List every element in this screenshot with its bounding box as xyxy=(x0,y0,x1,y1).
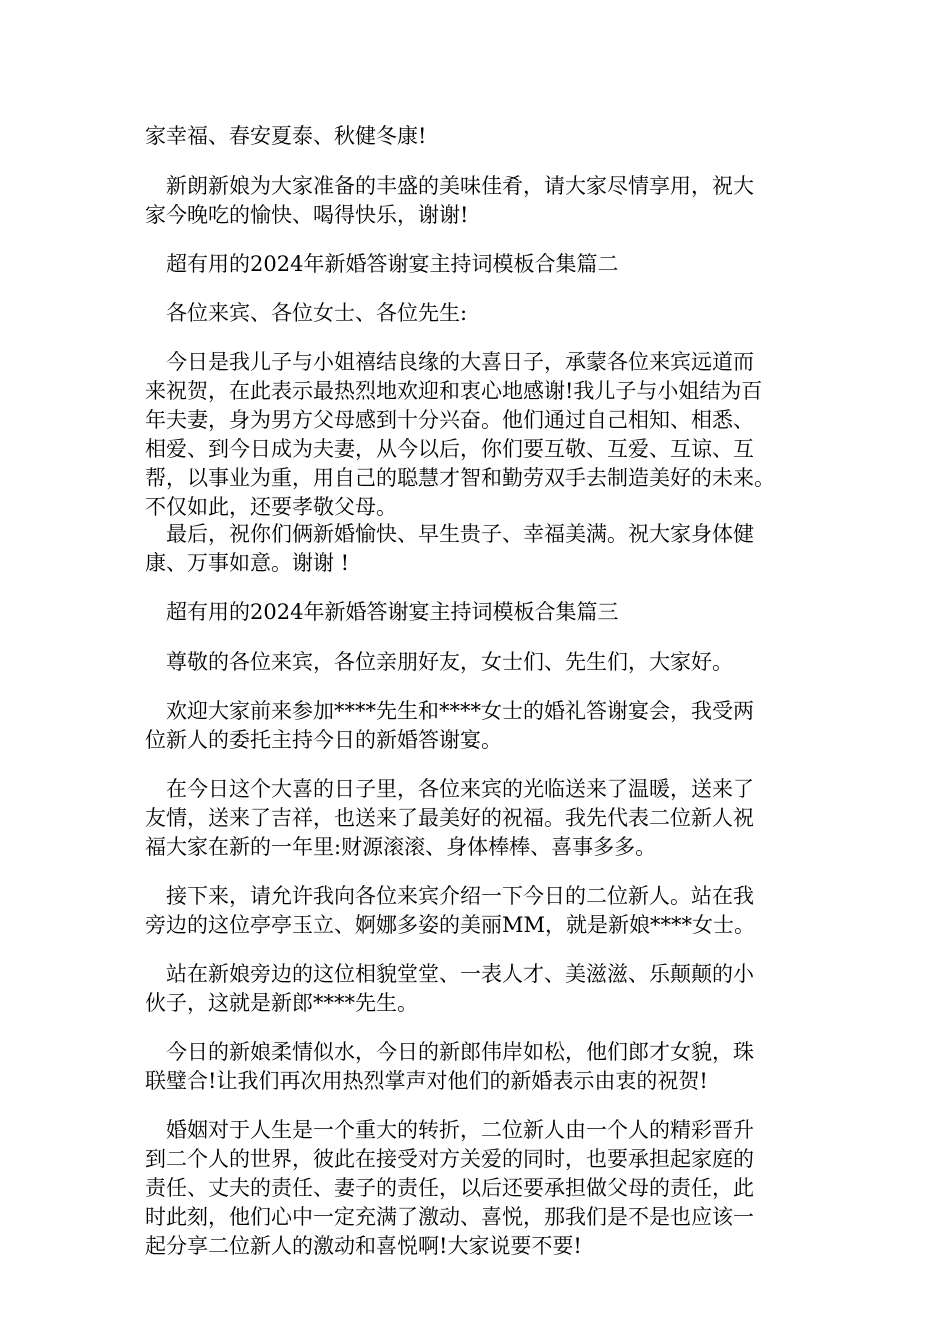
paragraph-marriage-meaning: 婚姻对于人生是一个重大的转折，二位新人由一个人的精彩晋升 到二个人的世界，彼此在接受对方关爱的同时，也要承担起家庭的 责任、丈夫的责任、妻子的责任，以后还要承担做父母的责任，此 时此刻，他们心中一定充满了激动、喜悦，那我们是不是也应该一 起分享二位新人的激动和喜悦啊!大家说要不要! xyxy=(145,1118,754,1258)
paragraph-blessings: 在今日这个大喜的日子里，各位来宾的光临送来了温暖，送来了 友情，送来了吉祥，也送来了最美好的祝福。我先代表二位新人祝 福大家在新的一年里:财源滚滚、身体棒棒、喜事多多。 xyxy=(145,777,754,859)
paragraph-greeting-three: 尊敬的各位来宾，各位亲朋好友，女士们、先生们，大家好。 xyxy=(166,650,733,674)
paragraph-greeting-two: 各位来宾、各位女士、各位先生: xyxy=(166,301,468,325)
section-heading-part-three: 超有用的2024年新婚答谢宴主持词模板合集篇三 xyxy=(166,600,619,624)
paragraph-welcome: 欢迎大家前来参加****先生和****女士的婚礼答谢宴会，我受两 位新人的委托主持今日的新婚答谢宴。 xyxy=(145,699,754,752)
paragraph-introduce-bride: 接下来，请允许我向各位来宾介绍一下今日的二位新人。站在我 旁边的这位亭亭玉立、婀娜多姿的美丽MM，就是新娘****女士。 xyxy=(145,884,756,937)
paragraph-parent-speech: 今日是我儿子与小姐禧结良缘的大喜日子，承蒙各位来宾远道而 来祝贺，在此表示最热烈地欢迎和衷心地感谢!我儿子与小姐结为百 年夫妻，身为男方父母感到十分兴奋。他们通过自己相知、相悉、 相爱、到今日成为夫妻，从今以后，你们要互敬、互爱、互谅、互 帮，以事业为重，用自己的聪慧才智和勤劳双手去制造美好的未来。 不仅如此，还要孝敬父母。 xyxy=(145,350,775,519)
paragraph-final-blessing: 最后，祝你们俩新婚愉快、早生贵子、幸福美满。祝大家身体健 康、万事如意。谢谢 ! xyxy=(145,522,754,575)
paragraph-congratulations: 今日的新娘柔情似水，今日的新郎伟岸如松，他们郎才女貌，珠 联璧合!让我们再次用热烈掌声对他们的新婚表示由衷的祝贺! xyxy=(145,1040,754,1093)
paragraph-closing-wish: 家幸福、春安夏泰、秋健冬康! xyxy=(145,124,427,148)
paragraph-introduce-groom: 站在新娘旁边的这位相貌堂堂、一表人才、美滋滋、乐颠颠的小 伙子，这就是新郎****先生。 xyxy=(145,962,754,1015)
section-heading-part-two: 超有用的2024年新婚答谢宴主持词模板合集篇二 xyxy=(166,252,619,276)
paragraph-feast-invitation: 新朗新娘为大家准备的丰盛的美味佳肴，请大家尽情享用，祝大 家今晚吃的愉快、喝得快乐，谢谢! xyxy=(145,174,754,227)
